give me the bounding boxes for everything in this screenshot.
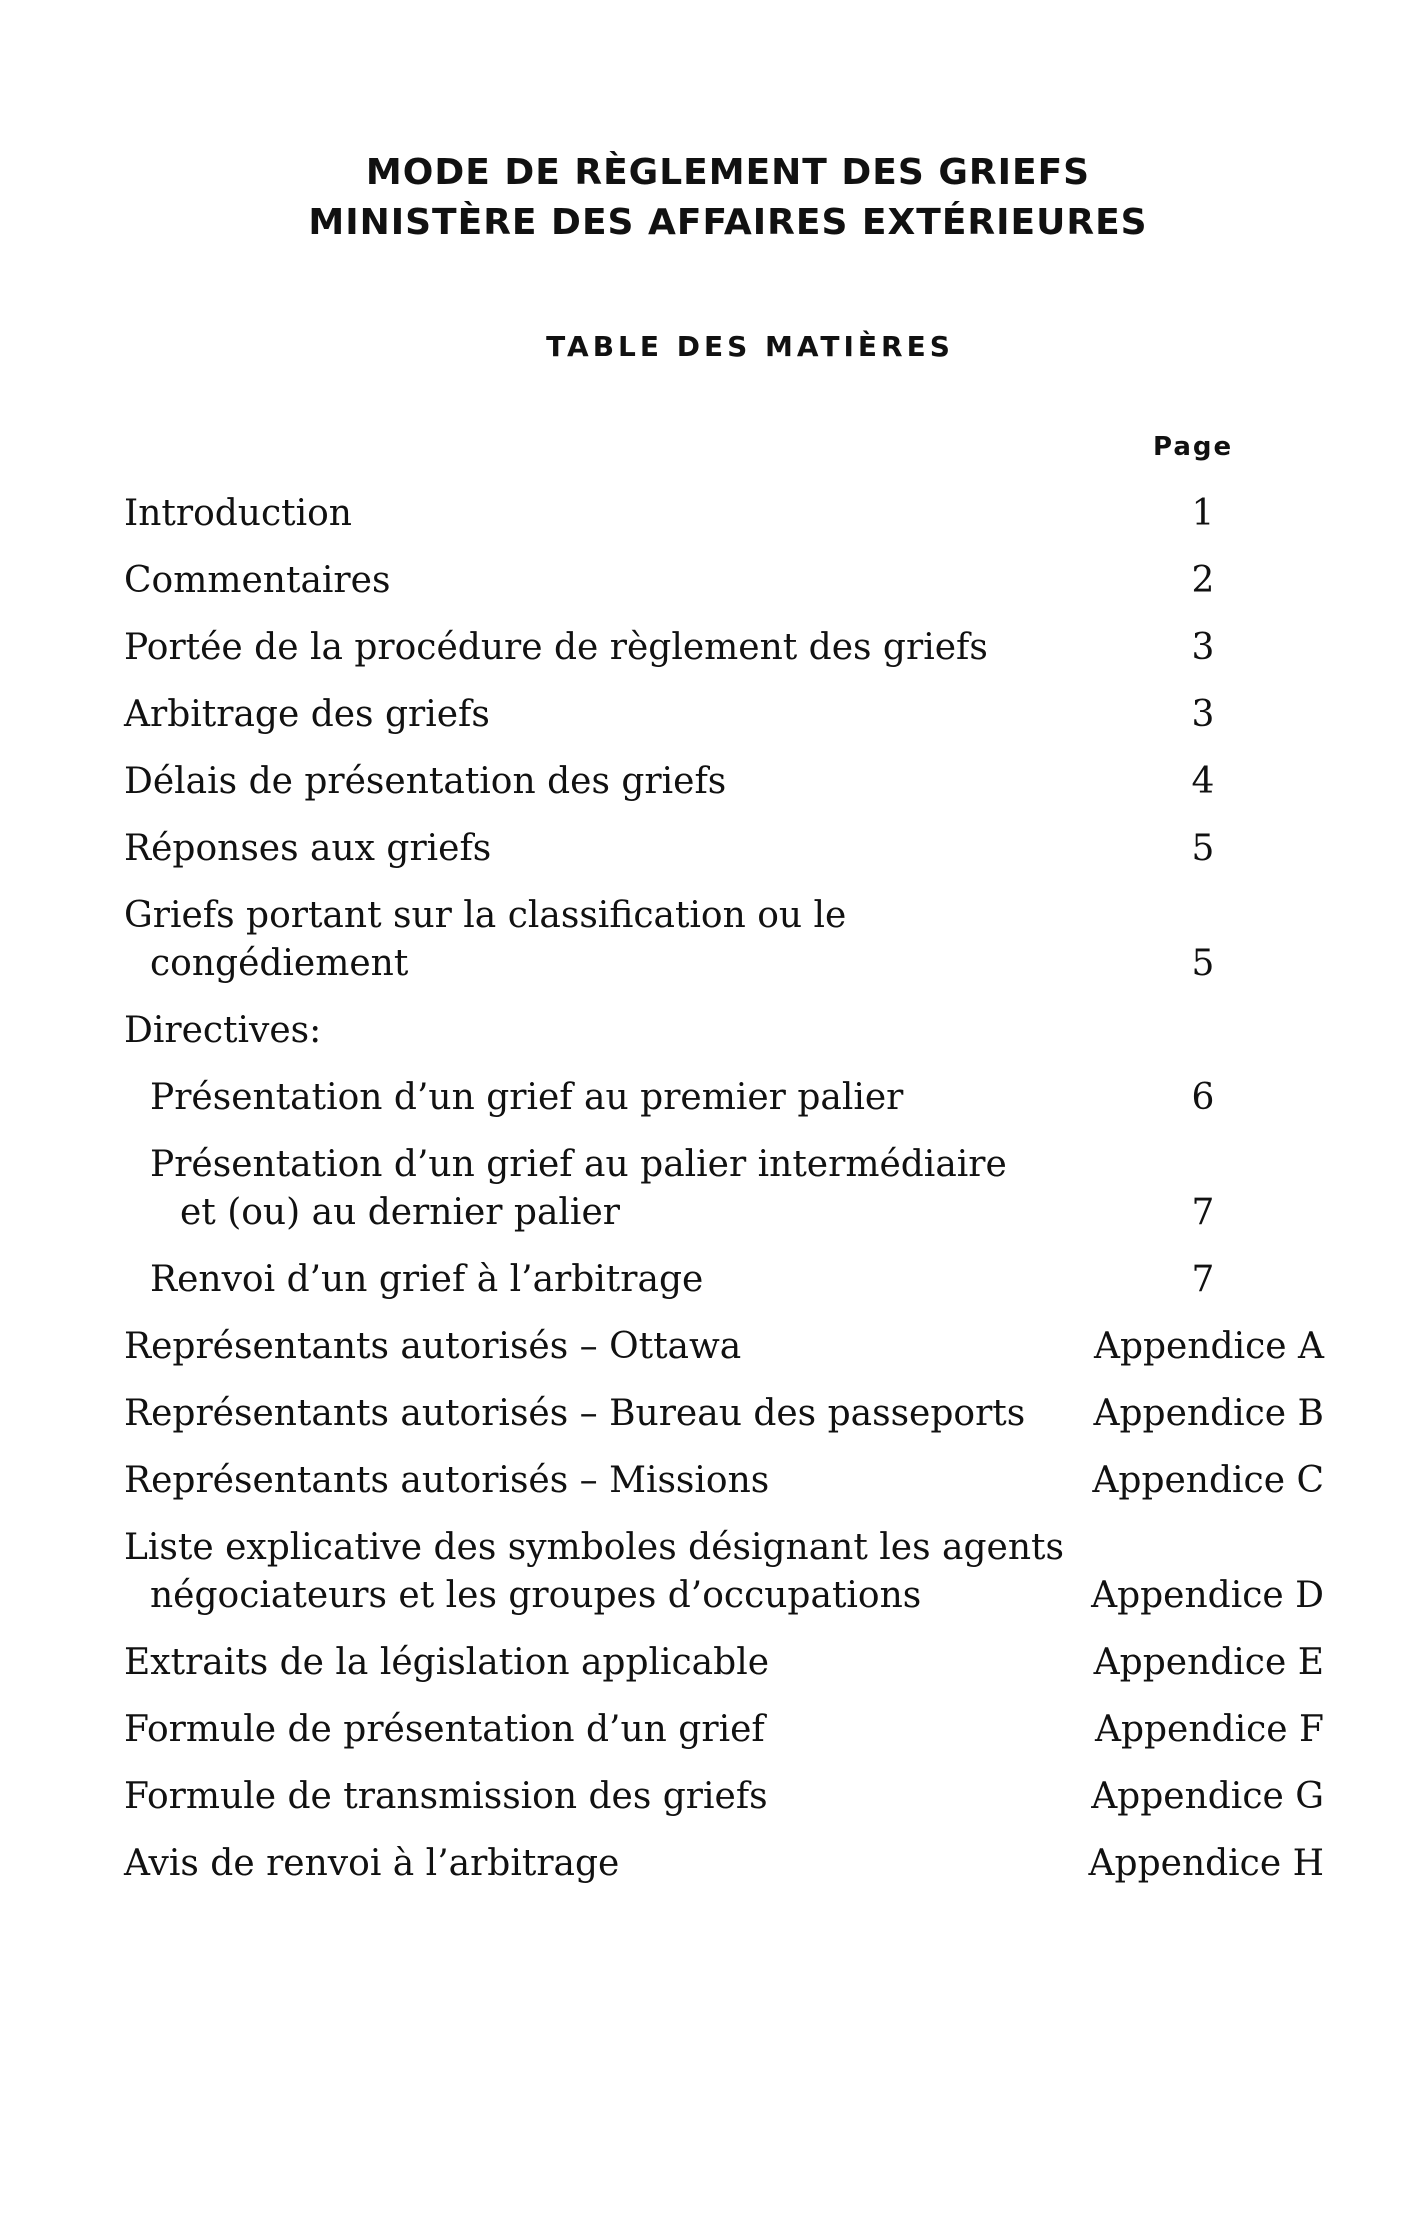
toc-entry — [124, 1457, 1324, 1505]
toc-entry-label: Représentants autorisés – Missions — [124, 1460, 770, 1501]
toc-entry-page: 7 — [1191, 1259, 1215, 1300]
toc-entry-page: Appendice E — [1093, 1642, 1324, 1683]
toc-entry-label: Portée de la procédure de règlement des griefs — [124, 627, 988, 668]
toc-entry-label: Représentants autorisés – Ottawa — [124, 1326, 742, 1367]
toc-entry-label: Réponses aux griefs — [124, 828, 492, 869]
toc-entry — [124, 490, 1324, 538]
toc-entry — [124, 1256, 1324, 1304]
toc-heading-text: TABLE DES MATIÈRES — [546, 330, 954, 363]
toc-entry — [124, 557, 1324, 605]
toc-entry — [124, 1706, 1324, 1754]
toc-entry-label-line1: Griefs portant sur la classification ou le — [124, 895, 847, 936]
toc-entry-page: 4 — [1191, 761, 1215, 802]
toc-entry-page: Appendice H — [1088, 1843, 1324, 1884]
toc-entry-label-line1: Liste explicative des symboles désignant les agents — [124, 1527, 1064, 1568]
toc-entry-label: Formule de transmission des griefs — [124, 1776, 768, 1817]
toc-entry-page: Appendice C — [1092, 1460, 1324, 1501]
toc-entry — [124, 1323, 1324, 1371]
toc-entry-page: Appendice B — [1093, 1393, 1324, 1434]
toc-entry-label: Renvoi d’un grief à l’arbitrage — [150, 1259, 704, 1300]
toc-entry-page: 1 — [1191, 493, 1215, 534]
toc-entry — [124, 825, 1324, 873]
toc-entry-page: 3 — [1191, 694, 1215, 735]
toc-entry-label: Présentation d’un grief au premier palier — [150, 1077, 904, 1118]
toc-entry — [124, 1639, 1324, 1687]
toc-entry — [124, 624, 1324, 672]
toc-entry-page: 7 — [1191, 1192, 1215, 1233]
toc-entry-label: Représentants autorisés – Bureau des passeports — [124, 1393, 1026, 1434]
toc-entry — [124, 1390, 1324, 1438]
toc-entry-label: Délais de présentation des griefs — [124, 761, 727, 802]
toc-entry-label-line2: négociateurs et les groupes d’occupations — [150, 1575, 922, 1616]
toc-entry — [124, 892, 1324, 988]
title-line-2: MINISTÈRE DES AFFAIRES EXTÉRIEURES — [308, 202, 1148, 243]
toc-entry-label-line2: et (ou) au dernier palier — [180, 1192, 620, 1233]
toc-entry-page: 5 — [1191, 943, 1215, 984]
toc-section-heading — [124, 1007, 1324, 1055]
toc-entry-label: Avis de renvoi à l’arbitrage — [124, 1843, 620, 1884]
toc-entry-page: 3 — [1191, 627, 1215, 668]
toc-entry — [124, 1773, 1324, 1821]
title-line-1: MODE DE RÈGLEMENT DES GRIEFS — [365, 152, 1091, 193]
toc-entry-page: 5 — [1191, 828, 1215, 869]
toc-entry-page: 2 — [1191, 560, 1215, 601]
toc-entry-label — [124, 1141, 1044, 1237]
toc-entry — [124, 1074, 1324, 1122]
toc-entry-page: 6 — [1191, 1077, 1215, 1118]
toc-entry-page: Appendice F — [1094, 1709, 1324, 1750]
toc-entry-label — [124, 892, 1044, 988]
toc-heading — [0, 330, 1428, 363]
table-of-contents — [124, 490, 1324, 1907]
page-column-header: Page — [1153, 432, 1234, 462]
toc-entry-label: Formule de présentation d’un grief — [124, 1709, 765, 1750]
toc-entry-page: Appendice G — [1091, 1776, 1324, 1817]
toc-entry — [124, 1840, 1324, 1888]
toc-entry-label: Arbitrage des griefs — [124, 694, 490, 735]
toc-entry-label-line2: congédiement — [150, 943, 409, 984]
toc-entry-page: Appendice D — [1091, 1575, 1324, 1616]
document-title — [0, 148, 1428, 248]
toc-entry-page: Appendice A — [1093, 1326, 1324, 1367]
toc-entry — [124, 758, 1324, 806]
toc-entry — [124, 1524, 1324, 1620]
toc-entry-label: Commentaires — [124, 560, 391, 601]
toc-entry — [124, 691, 1324, 739]
toc-entry-label: Introduction — [124, 493, 352, 534]
toc-entry — [124, 1141, 1324, 1237]
toc-entry-label: Extraits de la législation applicable — [124, 1642, 770, 1683]
toc-entry-label-line1: Présentation d’un grief au palier intermédiaire — [150, 1144, 1007, 1185]
toc-entry-label: Directives: — [124, 1010, 322, 1051]
